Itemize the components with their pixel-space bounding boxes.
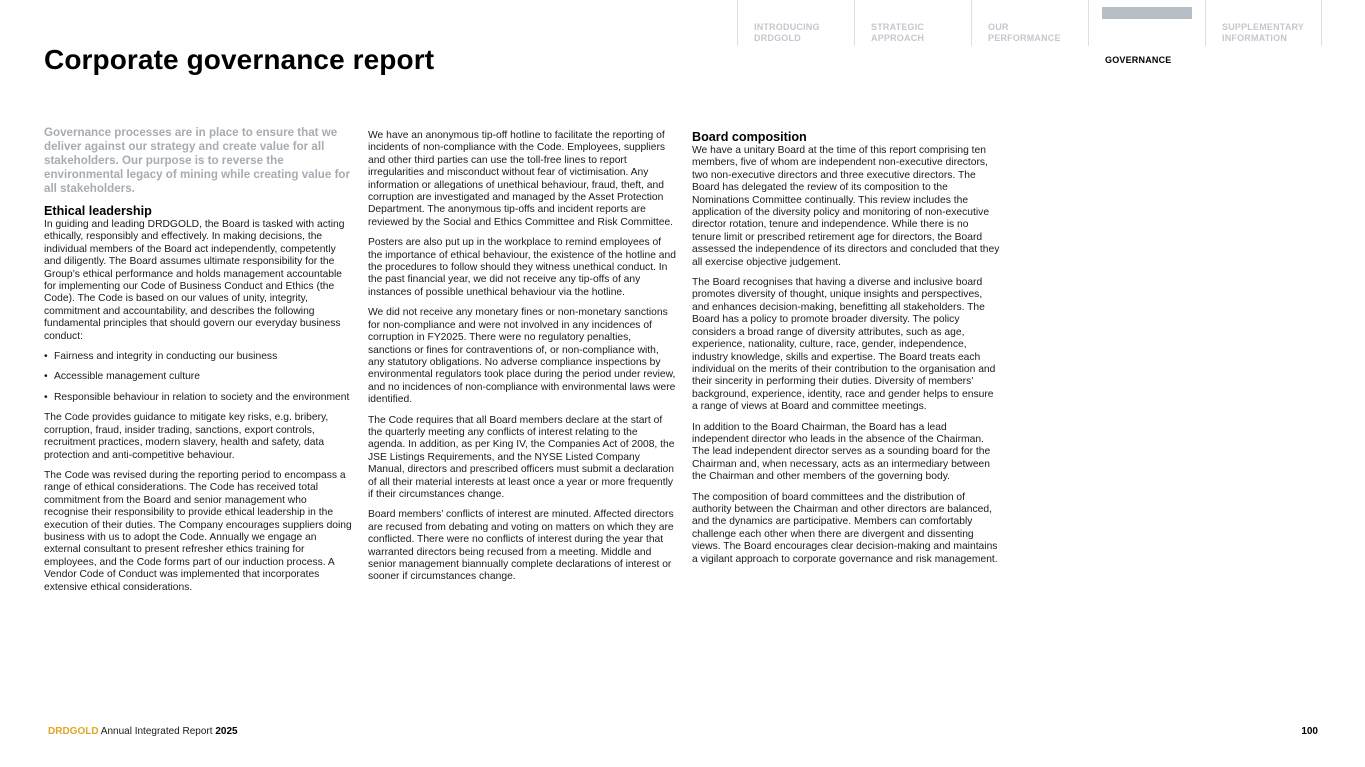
- list-item: • Responsible behaviour in relation to society and the environment: [44, 392, 352, 404]
- footer-brand: DRDGOLD: [48, 726, 99, 737]
- nav-tab-governance-label: GOVERNANCE: [1105, 55, 1172, 65]
- list-item: • Accessible management culture: [44, 371, 352, 383]
- paragraph: In guiding and leading DRDGOLD, the Board is tasked with acting ethically, responsibly and effectively. In making decisions, the individual members of the Board act independently, competently and diligently. The Board assumes ultimate responsibility for the Group’s ethical performance and holds management accountable for implementing our Code of Business Conduct and Ethics (the Code). The Code is based on our values of unity, integrity, commitment and accountability, and describes the following fundamental principles that should govern our everyday business conduct:: [44, 219, 345, 342]
- section-nav: [737, 0, 1322, 65]
- list-item: • Fairness and integrity in conducting our business: [44, 351, 352, 363]
- active-tab-indicator: [1102, 7, 1192, 19]
- nav-tab-supplementary[interactable]: SUPPLEMENTARY INFORMATION: [1205, 0, 1322, 46]
- page-number: 100: [1301, 726, 1318, 737]
- heading-board-composition: Board composition: [692, 130, 807, 144]
- intro-statement: Governance processes are in place to ensure that we deliver against our strategy and create value for all stakeholders. Our purpose is to reverse the environmental legacy of mining while creating value for all stakeholders.: [44, 126, 351, 195]
- column-ethical-leadership: [44, 126, 352, 602]
- paragraph: Board members’ conflicts of interest are minuted. Affected directors are recused from debating and voting on matters on which they are conflicted. There were no conflicts of interest during the year that warranted directors being recused from a meeting. Middle and senior management biannually complete declarations of interest or sooner if circumstances change.: [368, 509, 674, 583]
- paragraph: The Code was revised during the reporting period to encompass a range of ethical considerations. The Code has received total commitment from the Board and senior management who recognise their responsibility to provide ethical leadership in the execution of their duties. The Company encourages suppliers doing business with us to adopt the Code. Annually we engage an external consultant to present refresher ethics training for employees, and the Code forms part of our induction process. A Vendor Code of Conduct was implemented that incorporates extensive ethical considerations.: [44, 469, 352, 593]
- principles-list: [44, 351, 352, 404]
- paragraph: The Board recognises that having a diverse and inclusive board promotes diversity of thought, unique insights and perspectives, and enhances decision-making, benefitting all stakeholders. The Board has a policy to promote broader diversity. The policy considers a broad range of diversity attributes, such as age, experience, nationality, culture, race, gender, independence, industry knowledge, skills and expertise. The Board treats each individual on the merits of their contribution to the organisation and their sincerity in performing their duties. Diversity of members’ background, experience, identity, race and gender helps to ensure a range of views at Board and committee meetings.: [692, 277, 996, 413]
- paragraph: The Code provides guidance to mitigate key risks, e.g. bribery, corruption, fraud, insider trading, sanctions, export controls, recruitment practices, modern slavery, health and safety, data protection and anti-competitive behaviour.: [44, 412, 329, 461]
- heading-ethical-leadership: Ethical leadership: [44, 204, 152, 218]
- paragraph: We have a unitary Board at the time of this report comprising ten members, five of whom are independent non-executive directors, two non-executive directors and three executive directors. The Board has delegated the review of its composition to the Nominations Committee continually. This review includes the application of the diversity policy and monitoring of non-executive director rotation, tenure and independence. While there is no tenure limit or prescribed retirement age for directors, the Board assessed the independence of its directors and concluded that they all exercise objective judgement.: [692, 145, 1000, 268]
- paragraph: The Code requires that all Board members declare at the start of the quarterly meeting any conflicts of interest relating to the agenda. In addition, as per King IV, the Companies Act of 2008, the JSE Listings Requirements, and the NYSE Listed Company Manual, directors and prescribed officers must submit a declaration of all their material interests at least once a year or more frequently if their circumstances change.: [368, 414, 675, 500]
- nav-tab-our-performance[interactable]: OUR PERFORMANCE: [971, 0, 1088, 46]
- paragraph: Posters are also put up in the workplace to remind employees of the importance of ethical behaviour, the existence of the hotline and the procedures to follow should they witness unethical conduct. In the past financial year, we did not receive any tip-offs of any instances of possible unethical behaviour via the hotline.: [368, 237, 676, 298]
- paragraph: We did not receive any monetary fines or non-monetary sanctions for non-compliance and were not involved in any incidences of corruption in FY2025. There were no regulatory penalties, sanctions or fines for contraventions of, or non-compliance with, any statutory obligations. No adverse compliance inspections by environmental regulators took place during the period under review, and no incidences of non-compliance with environmental laws were identified.: [368, 307, 676, 406]
- footer-year: 2025: [215, 726, 238, 737]
- footer-report-name: Annual Integrated Report: [100, 726, 213, 737]
- column-board-composition: [692, 130, 1000, 574]
- footer: [48, 726, 238, 737]
- paragraph: We have an anonymous tip-off hotline to facilitate the reporting of incidents of non-compliance with the Code. Employees, suppliers and other third parties can use the toll-free lines to report irregularities and misconduct without fear of victimisation. Any information or allegations of unethical behaviour, fraud, theft, and corruption are investigated and managed by the Asset Protection Department. The anonymous tip-offs and incident reports are reviewed by the Social and Ethics Committee and Risk Committee.: [368, 130, 674, 228]
- nav-tab-governance[interactable]: [1088, 0, 1205, 65]
- page-title: Corporate governance report: [44, 44, 435, 75]
- paragraph: The composition of board committees and the distribution of authority between the Chairman and other directors are balanced, and the dynamics are participative. Members can comfortably challenge each other when there are divergent and dissenting views. The Board encourages clear decision-making and maintains a vigilant approach to corporate governance and risk management.: [692, 491, 998, 565]
- nav-tab-introducing[interactable]: INTRODUCING DRDGOLD: [737, 0, 854, 46]
- paragraph: In addition to the Board Chairman, the Board has a lead independent director who leads in the absence of the Chairman. The lead independent director serves as a sounding board for the Chairman and, when necessary, acts as an intermediary between the Chairman and other members of the governing body.: [692, 421, 991, 483]
- column-compliance: [368, 130, 676, 592]
- nav-tab-strategic-approach[interactable]: STRATEGIC APPROACH: [854, 0, 971, 46]
